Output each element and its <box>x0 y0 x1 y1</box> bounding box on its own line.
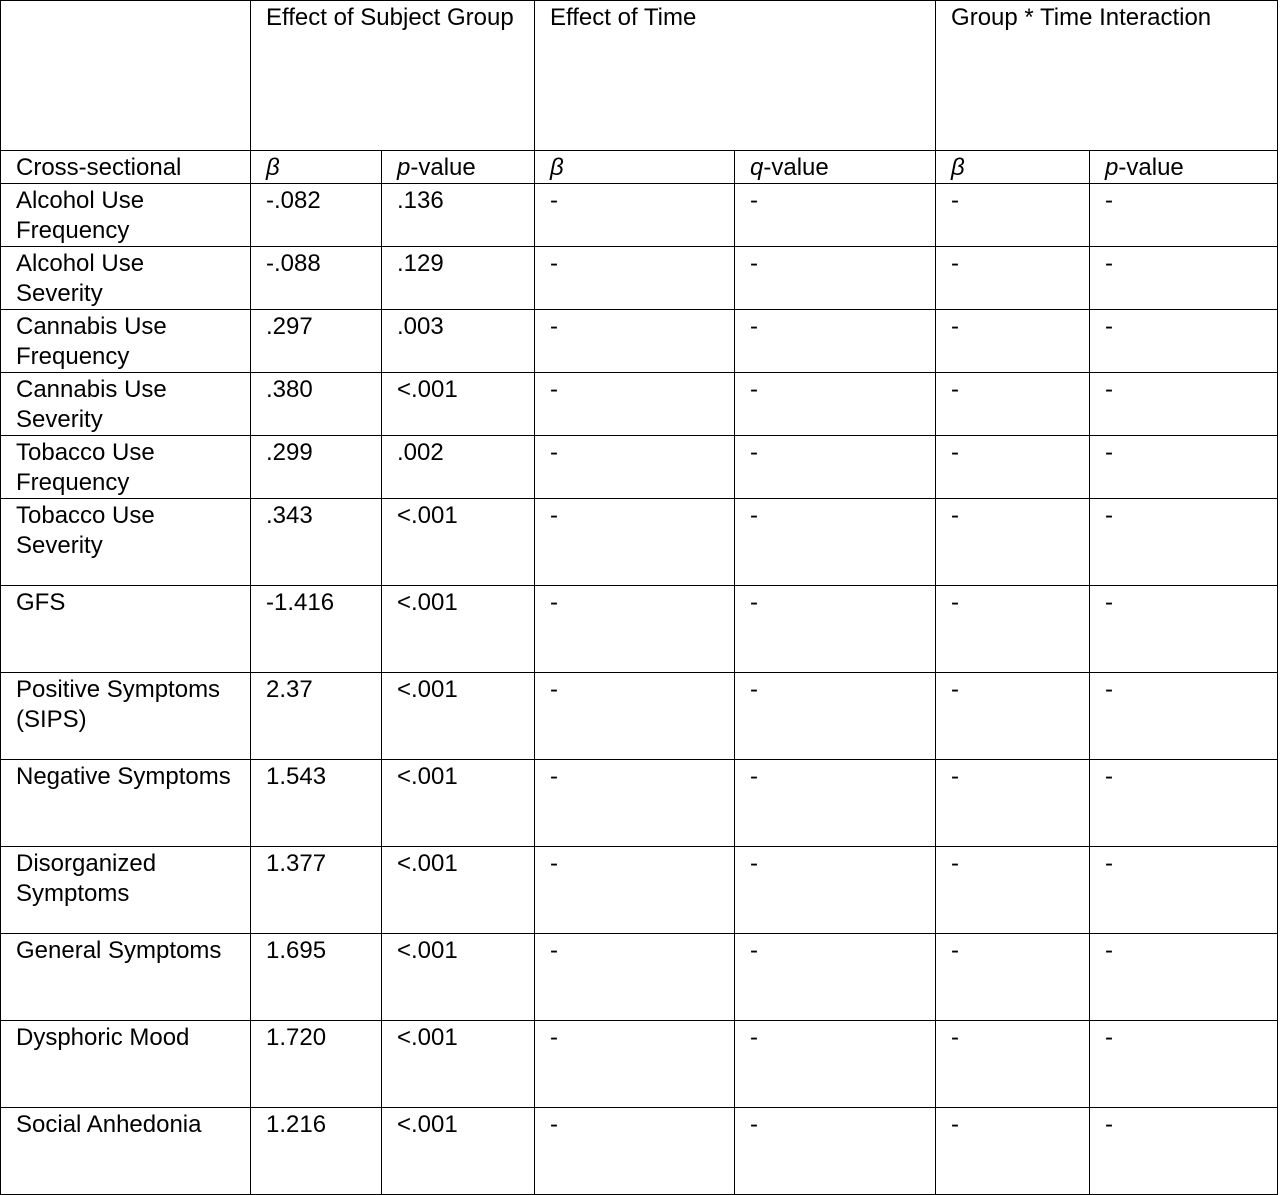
time-beta-cell: - <box>535 760 735 847</box>
time-q-cell: - <box>735 1108 936 1195</box>
group-header-subject: Effect of Subject Group <box>251 1 535 151</box>
time-q-cell: - <box>735 499 936 586</box>
time-beta-cell: - <box>535 310 735 373</box>
subject-p-cell: .003 <box>382 310 535 373</box>
group-header-time: Effect of Time <box>535 1 936 151</box>
beta-symbol: β <box>550 154 564 181</box>
interaction-p-cell: - <box>1090 847 1278 934</box>
table-row <box>1 673 1278 760</box>
subject-beta-cell: -1.416 <box>251 586 382 673</box>
time-q-cell: - <box>735 673 936 760</box>
subject-beta-cell: -.088 <box>251 247 382 310</box>
table-row <box>1 760 1278 847</box>
table-row <box>1 586 1278 673</box>
table-body <box>1 184 1278 1195</box>
interaction-p-cell: - <box>1090 1021 1278 1108</box>
time-q-cell: - <box>735 847 936 934</box>
p-symbol: p <box>1105 154 1119 181</box>
interaction-p-cell: - <box>1090 760 1278 847</box>
interaction-p-cell: - <box>1090 310 1278 373</box>
row-label: Positive Symptoms (SIPS) <box>1 673 251 760</box>
time-beta-cell: - <box>535 499 735 586</box>
row-label: Dysphoric Mood <box>1 1021 251 1108</box>
subject-p-cell: <.001 <box>382 934 535 1021</box>
subheader-interaction-p: p-value <box>1090 151 1278 184</box>
table-row <box>1 499 1278 586</box>
time-q-cell: - <box>735 373 936 436</box>
time-beta-cell: - <box>535 1108 735 1195</box>
subject-p-cell: <.001 <box>382 673 535 760</box>
q-symbol: q <box>750 154 764 181</box>
table-row <box>1 184 1278 247</box>
interaction-beta-cell: - <box>936 673 1090 760</box>
interaction-p-cell: - <box>1090 1108 1278 1195</box>
interaction-beta-cell: - <box>936 373 1090 436</box>
subject-beta-cell: .297 <box>251 310 382 373</box>
row-label: Tobacco Use Severity <box>1 499 251 586</box>
time-q-cell: - <box>735 586 936 673</box>
interaction-p-cell: - <box>1090 586 1278 673</box>
subject-p-cell: <.001 <box>382 373 535 436</box>
subheader-interaction-beta <box>936 151 1090 184</box>
table-row <box>1 1021 1278 1108</box>
subject-p-cell: .136 <box>382 184 535 247</box>
subject-beta-cell: 1.377 <box>251 847 382 934</box>
interaction-p-cell: - <box>1090 499 1278 586</box>
subject-p-cell: <.001 <box>382 760 535 847</box>
time-beta-cell: - <box>535 847 735 934</box>
subject-beta-cell: 2.37 <box>251 673 382 760</box>
time-beta-cell: - <box>535 673 735 760</box>
time-beta-cell: - <box>535 247 735 310</box>
row-label: Negative Symptoms <box>1 760 251 847</box>
table-row <box>1 1108 1278 1195</box>
interaction-beta-cell: - <box>936 1021 1090 1108</box>
time-beta-cell: - <box>535 586 735 673</box>
row-label: Tobacco Use Frequency <box>1 436 251 499</box>
interaction-beta-cell: - <box>936 247 1090 310</box>
subject-p-cell: <.001 <box>382 499 535 586</box>
subject-beta-cell: -.082 <box>251 184 382 247</box>
interaction-p-cell: - <box>1090 673 1278 760</box>
corner-cell <box>1 1 251 151</box>
interaction-p-cell: - <box>1090 184 1278 247</box>
row-label: Cannabis Use Frequency <box>1 310 251 373</box>
subject-beta-cell: 1.720 <box>251 1021 382 1108</box>
row-label: GFS <box>1 586 251 673</box>
subject-p-cell: <.001 <box>382 1108 535 1195</box>
time-beta-cell: - <box>535 436 735 499</box>
subject-beta-cell: .343 <box>251 499 382 586</box>
interaction-beta-cell: - <box>936 847 1090 934</box>
group-header-interaction: Group * Time Interaction <box>936 1 1278 151</box>
subheader-subject-beta <box>251 151 382 184</box>
subject-p-cell: .002 <box>382 436 535 499</box>
interaction-beta-cell: - <box>936 310 1090 373</box>
row-label: Cannabis Use Severity <box>1 373 251 436</box>
subject-beta-cell: 1.543 <box>251 760 382 847</box>
beta-symbol: β <box>266 154 280 181</box>
subject-beta-cell: .380 <box>251 373 382 436</box>
subject-p-cell: <.001 <box>382 1021 535 1108</box>
time-q-cell: - <box>735 934 936 1021</box>
table-row <box>1 436 1278 499</box>
time-q-cell: - <box>735 436 936 499</box>
interaction-beta-cell: - <box>936 760 1090 847</box>
subheader-subject-p: p-value <box>382 151 535 184</box>
row-label: Alcohol Use Severity <box>1 247 251 310</box>
section-label: Cross-sectional <box>1 151 251 184</box>
row-label: Alcohol Use Frequency <box>1 184 251 247</box>
time-q-cell: - <box>735 1021 936 1108</box>
interaction-beta-cell: - <box>936 184 1090 247</box>
subject-p-cell: .129 <box>382 247 535 310</box>
time-q-cell: - <box>735 310 936 373</box>
time-beta-cell: - <box>535 184 735 247</box>
beta-symbol: β <box>951 154 965 181</box>
table-row <box>1 934 1278 1021</box>
subject-p-cell: <.001 <box>382 847 535 934</box>
subject-p-cell: <.001 <box>382 586 535 673</box>
row-label: Social Anhedonia <box>1 1108 251 1195</box>
interaction-beta-cell: - <box>936 499 1090 586</box>
p-symbol: p <box>397 154 411 181</box>
table-row <box>1 247 1278 310</box>
subject-beta-cell: 1.216 <box>251 1108 382 1195</box>
interaction-p-cell: - <box>1090 934 1278 1021</box>
table-row <box>1 310 1278 373</box>
row-label: General Symptoms <box>1 934 251 1021</box>
time-beta-cell: - <box>535 1021 735 1108</box>
time-beta-cell: - <box>535 373 735 436</box>
subject-beta-cell: 1.695 <box>251 934 382 1021</box>
table-row <box>1 847 1278 934</box>
interaction-beta-cell: - <box>936 586 1090 673</box>
group-header-row <box>1 1 1278 151</box>
interaction-p-cell: - <box>1090 436 1278 499</box>
interaction-p-cell: - <box>1090 373 1278 436</box>
row-label: Disorganized Symptoms <box>1 847 251 934</box>
time-q-cell: - <box>735 760 936 847</box>
subheader-time-q: q-value <box>735 151 936 184</box>
time-q-cell: - <box>735 184 936 247</box>
subheader-time-beta <box>535 151 735 184</box>
interaction-beta-cell: - <box>936 436 1090 499</box>
interaction-beta-cell: - <box>936 1108 1090 1195</box>
subheader-row <box>1 151 1278 184</box>
time-q-cell: - <box>735 247 936 310</box>
interaction-p-cell: - <box>1090 247 1278 310</box>
time-beta-cell: - <box>535 934 735 1021</box>
table-row <box>1 373 1278 436</box>
interaction-beta-cell: - <box>936 934 1090 1021</box>
subject-beta-cell: .299 <box>251 436 382 499</box>
